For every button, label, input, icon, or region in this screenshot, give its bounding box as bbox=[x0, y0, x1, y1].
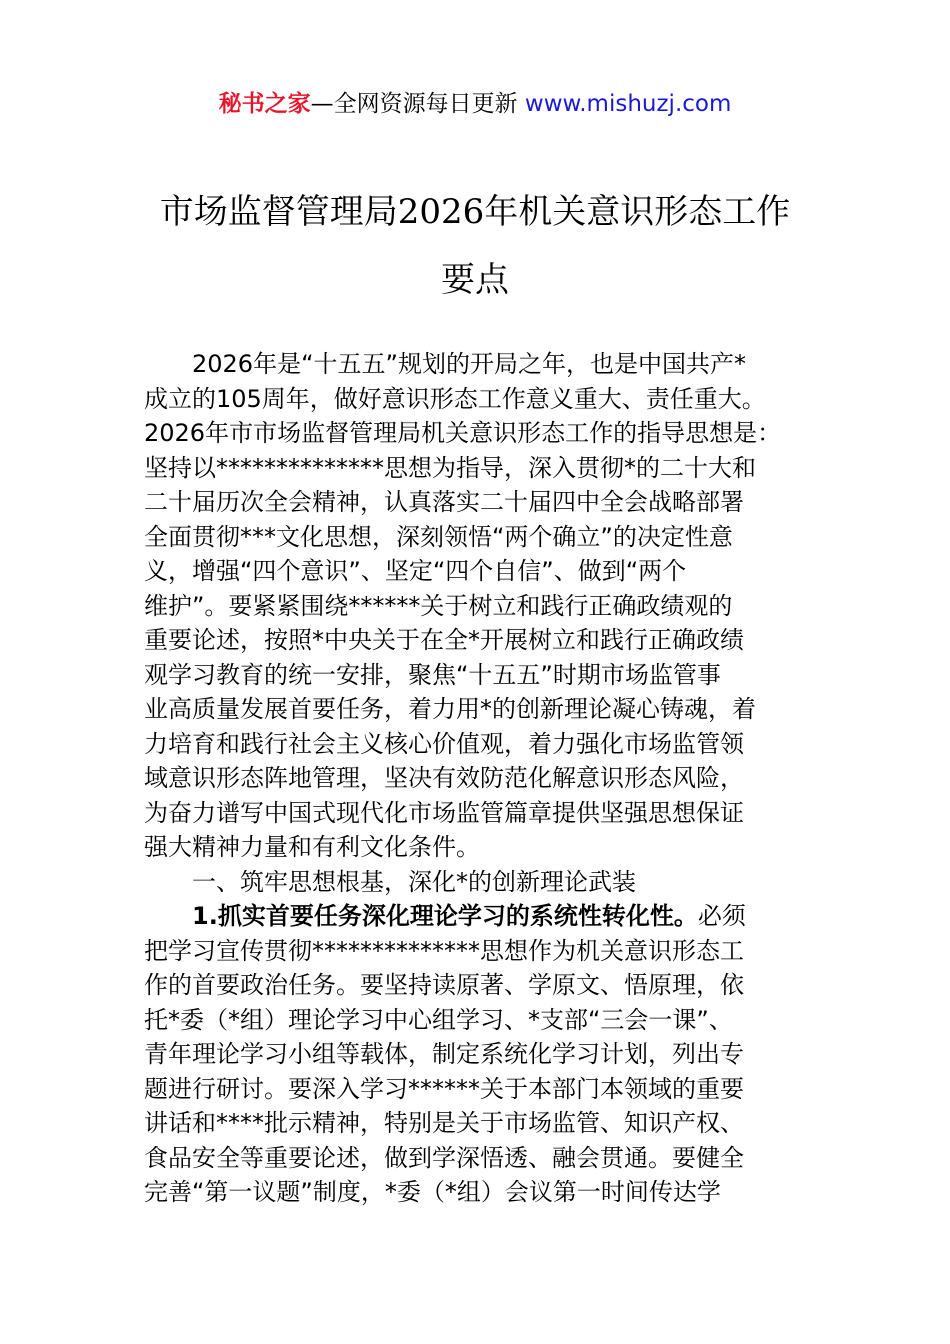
body-line: 作的首要政治任务。要坚持读原著、学原文、悟原理，依 bbox=[144, 971, 744, 999]
body-line: 为奋力谱写中国式现代化市场监管篇章提供坚强思想保证 bbox=[144, 798, 744, 827]
body-line: 业高质量发展首要任务，着力用*的创新理论凝心铸魂，着 bbox=[144, 695, 756, 723]
body-line: 强大精神力量和有利文化条件。 bbox=[144, 833, 480, 861]
body-line: 食品安全等重要论述，做到学深悟透、融会贯通。要健全 bbox=[144, 1143, 744, 1172]
body-line: 成立的105周年，做好意识形态工作意义重大、责任重大。 bbox=[144, 384, 766, 413]
body-line: 重要论述，按照*中央关于在全*开展树立和践行正确政绩 bbox=[144, 626, 744, 654]
site-header bbox=[0, 88, 950, 120]
body-line: 题进行研讨。要深入学习******关于本部门本领域的重要 bbox=[144, 1074, 744, 1103]
brand-name: 秘书之家 bbox=[218, 91, 311, 117]
document-title-line-1: 市场监督管理局2026年机关意识形态工作 bbox=[159, 192, 791, 232]
header-tagline: —全网资源每日更新 bbox=[310, 91, 525, 117]
body-line: 义，增强“四个意识”、坚定“四个自信”、做到“两个 bbox=[144, 557, 687, 585]
point-heading-tail: 必须 bbox=[697, 902, 746, 930]
document-body bbox=[144, 347, 824, 1210]
body-line: 坚持以**************思想为指导，深入贯彻*的二十大和 bbox=[144, 453, 756, 482]
point-heading: 1.抓实首要任务深化理论学习的系统性转化性。 bbox=[192, 902, 698, 930]
section-heading: 一、筑牢思想根基，深化*的创新理论武装 bbox=[192, 867, 636, 896]
body-line: 二十届历次全会精神，认真落实二十届四中全会战略部署 bbox=[144, 488, 744, 516]
body-line: 托*委（*组）理论学习中心组学习、*支部“三会一课”、 bbox=[144, 1005, 733, 1034]
body-line: 把学习宣传贯彻**************思想作为机关意识形态工 bbox=[144, 936, 744, 965]
body-line: 维护”。要紧紧围绕******关于树立和践行正确政绩观的 bbox=[144, 591, 733, 620]
body-line: 青年理论学习小组等载体，制定系统化学习计划，列出专 bbox=[144, 1040, 744, 1068]
body-line: 2026年市市场监督管理局机关意识形态工作的指导思想是： bbox=[144, 419, 782, 447]
body-line: 观学习教育的统一安排，聚焦“十五五”时期市场监管事 bbox=[144, 660, 721, 689]
point-heading-line bbox=[144, 899, 824, 934]
body-line: 2026年是“十五五”规划的开局之年，也是中国共产* bbox=[192, 350, 746, 378]
body-line: 完善“第一议题”制度，*委（*组）会议第一时间传达学 bbox=[144, 1178, 721, 1206]
body-line: 域意识形态阵地管理，坚决有效防范化解意识形态风险， bbox=[144, 764, 744, 792]
body-line: 讲话和****批示精神，特别是关于市场监管、知识产权、 bbox=[144, 1109, 744, 1137]
site-url-link[interactable]: www.mishuzj.com bbox=[524, 91, 732, 117]
body-line: 全面贯彻***文化思想，深刻领悟“两个确立”的决定性意 bbox=[144, 522, 733, 551]
body-line: 力培育和践行社会主义核心价值观，着力强化市场监管领 bbox=[144, 729, 744, 758]
document-title-line-2: 要点 bbox=[441, 260, 509, 300]
